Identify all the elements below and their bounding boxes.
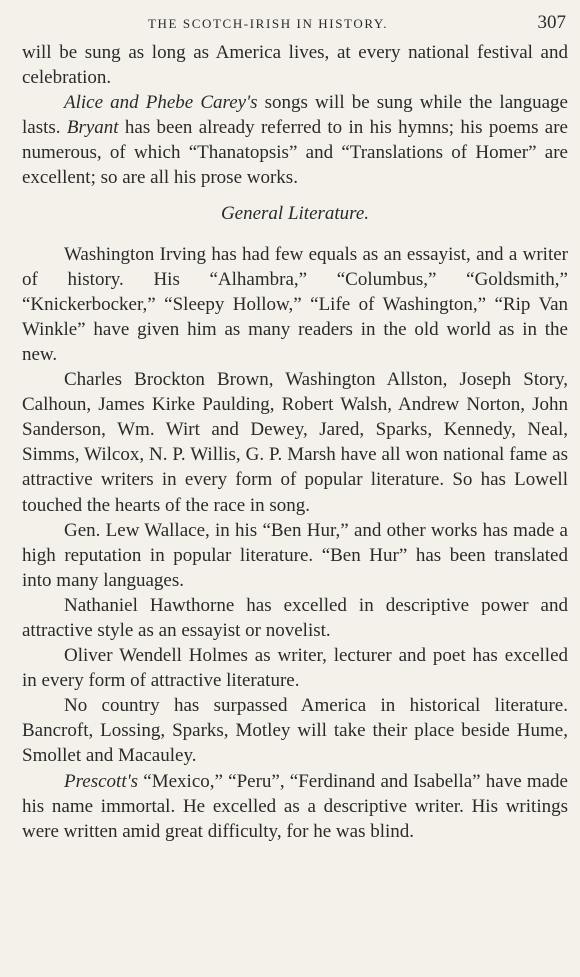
emphasis-prescott: Prescott's <box>64 770 139 792</box>
running-head <box>22 10 568 40</box>
paragraph-text: will be sung as long as America lives, at every national festival and celebration. <box>22 42 568 89</box>
paragraph-text: songs will be sung while the language lasts. <box>22 92 568 139</box>
paragraph-prescott <box>22 769 568 844</box>
paragraph-text: “Mexico,” “Peru”, “Ferdinand and Isabella” have made his name immortal. He excelled as a descriptive writer. His writings were written amid great difficulty, for he was blind. <box>22 770 568 842</box>
paragraph-historical <box>22 693 568 768</box>
paragraph-wallace <box>22 518 568 593</box>
paragraph-text: Charles Brockton Brown, Washington Allston, Joseph Story, Calhoun, James Kirke Paulding, Robert Walsh, Andrew Norton, John Sanderson, Wm. Wirt and Dewey, Jared, Sparks, Kennedy, Neal, Simms, Wilcox, N. P. Willis, G. P. Marsh have all won national fame as attractive writers in every form of popular literature. So has Lowell touched the hearts of the race in song. <box>22 369 568 516</box>
paragraph-text: Washington Irving has had few equals as an essayist, and a writer of history. His “Alhambra,” “Columbus,” “Goldsmith,” “Knickerbocker,” “Sleepy Hollow,” “Life of Washington,” “Rip Van Winkle” have given him as many readers in the old world as in the new. <box>22 243 568 365</box>
paragraph-text: Gen. Lew Wallace, in his “Ben Hur,” and other works has made a high reputation in popular literature. “Ben Hur” has been translated into many languages. <box>22 519 568 591</box>
paragraph-text: Oliver Wendell Holmes as writer, lecturer and poet has excelled in every form of attractive literature. <box>22 645 568 692</box>
running-title: THE SCOTCH-IRISH IN HISTORY. <box>148 16 389 31</box>
paragraph-holmes <box>22 643 568 693</box>
paragraph-writers-list <box>22 367 568 518</box>
emphasis-bryant: Bryant <box>66 117 119 139</box>
paragraph-text: has been already referred to in his hymns; his poems are numerous, of which “Thanatopsis” and “Translations of Homer” are excellent; so are all his prose works. <box>22 117 568 189</box>
paragraph-hawthorne <box>22 593 568 643</box>
paragraph-text: Nathaniel Hawthorne has excelled in descriptive power and attractive style as an essayist or novelist. <box>22 594 568 641</box>
body-text <box>22 40 568 844</box>
paragraph-irving <box>22 242 568 367</box>
emphasis-carey: Alice and Phebe Carey's <box>64 92 258 114</box>
section-heading: General Literature. <box>220 202 370 224</box>
paragraph-continuation <box>22 40 568 90</box>
paragraph-carey-bryant <box>22 90 568 190</box>
page-number: 307 <box>537 12 566 33</box>
paragraph-text: No country has surpassed America in historical literature. Bancroft, Lossing, Sparks, Motley will take their place beside Hume, Smollet and Macauley. <box>22 695 568 767</box>
